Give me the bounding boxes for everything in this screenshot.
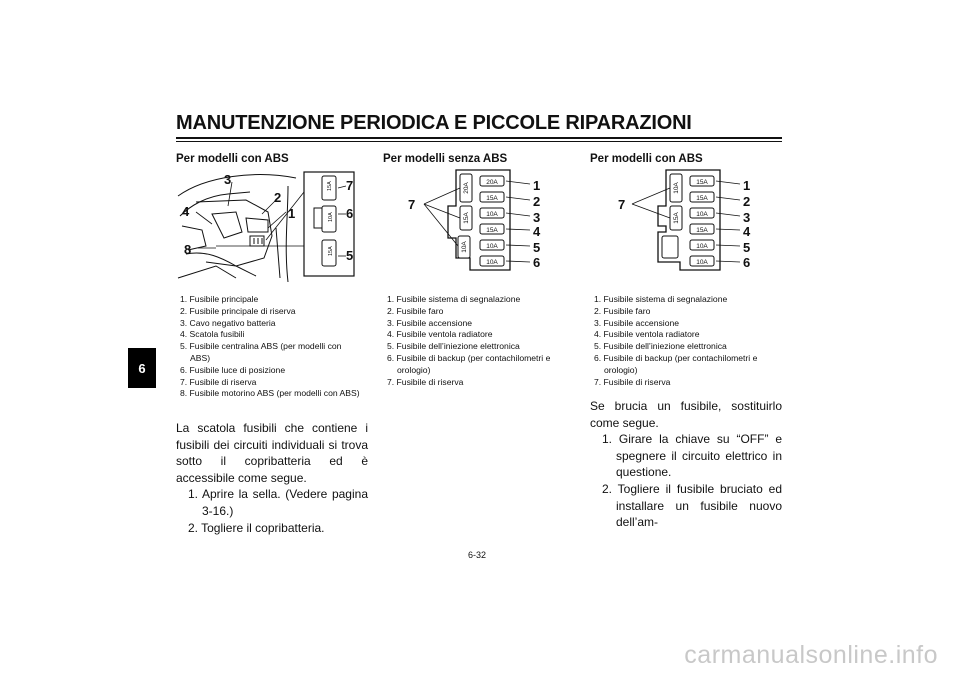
legend-item: 1. Fusibile principale — [180, 294, 259, 304]
legend-item: 3. Fusibile accensione — [594, 317, 680, 328]
step-item: 1. Girare la chiave su “OFF” e spegnere il circuito elettrico in questione. — [602, 432, 782, 480]
battery-area-illustration — [176, 166, 362, 284]
fuse-label: 15A — [673, 212, 680, 224]
page-title: MANUTENZIONE PERIODICA E PICCOLE RIPARAZIONI — [176, 112, 692, 134]
callout-3: 3 — [743, 210, 751, 225]
title-rule-thin — [176, 141, 782, 142]
fuse-label: 15A — [696, 195, 708, 202]
callout-7: 7 — [618, 197, 626, 212]
callout-1: 1 — [288, 206, 296, 221]
fuse-label: 10A — [486, 259, 498, 266]
col3-legend — [594, 294, 778, 388]
legend-item: 2. Fusibile principale di riserva — [180, 305, 296, 316]
callout-1: 1 — [743, 178, 751, 193]
fuse-label: 15A — [486, 195, 498, 202]
fuse-label: 10A — [673, 182, 680, 194]
legend-item: 4. Scatola fusibili — [180, 329, 245, 340]
legend-item: 6. Fusibile di backup (per contachilometri e orologio) — [594, 352, 758, 375]
title-rule — [176, 137, 782, 139]
body-paragraph: La scatola fusibili che contiene i fusibili dei circuiti individuali si trova sotto il copribatteria ed è accessibile come segue. — [176, 421, 368, 485]
fuse-label: 15A — [696, 227, 708, 234]
col3-body — [590, 398, 782, 531]
step-item: 2. Togliere il copribatteria. — [188, 520, 325, 535]
legend-item: 6. Fusibile luce di posizione — [180, 364, 286, 375]
fuse-box-diagram-no-abs — [400, 166, 550, 276]
fuse-label: 10A — [696, 259, 708, 266]
callout-3: 3 — [224, 172, 232, 187]
callout-4: 4 — [182, 204, 190, 219]
callout-5: 5 — [346, 248, 354, 263]
legend-item: 6. Fusibile di backup (per contachilometri e orologio) — [387, 352, 551, 375]
fuse-label: 10A — [486, 243, 498, 250]
callout-7: 7 — [346, 178, 354, 193]
fuse-label: 20A — [463, 182, 470, 194]
fuse-label: 15A — [696, 179, 708, 186]
legend-item: 7. Fusibile di riserva — [387, 376, 464, 387]
chapter-tab: 6 — [128, 348, 156, 388]
legend-item: 8. Fusibile motorino ABS (per modelli con ABS) — [180, 388, 360, 399]
legend-item: 7. Fusibile di riserva — [594, 376, 671, 387]
fuse-label: 15A — [327, 181, 333, 191]
callout-4: 4 — [743, 224, 751, 239]
step-item: 1. Aprire la sella. (Vedere pagina 3-16.) — [188, 487, 368, 518]
callout-2: 2 — [743, 194, 751, 209]
legend-item: 7. Fusibile di riserva — [180, 376, 257, 387]
legend-item: 4. Fusibile ventola radiatore — [387, 329, 493, 340]
legend-item: 3. Cavo negativo batteria — [180, 317, 276, 328]
fuse-label: 20A — [486, 179, 498, 186]
legend-item: 2. Fusibile faro — [594, 305, 651, 316]
fuse-label: 10A — [328, 212, 334, 222]
fuse-label: 10A — [696, 211, 708, 218]
col3-heading: Per modelli con ABS — [590, 153, 703, 165]
callout-8: 8 — [184, 242, 192, 257]
callout-7: 7 — [408, 197, 416, 212]
callout-6: 6 — [533, 255, 541, 270]
callout-3: 3 — [533, 210, 541, 225]
step-item: 2. Togliere il fusibile bruciato ed installare un fusibile nuovo dell’am- — [602, 481, 782, 530]
callout-6: 6 — [346, 206, 354, 221]
col2-legend — [387, 294, 567, 388]
legend-item: 2. Fusibile faro — [387, 305, 444, 316]
callout-5: 5 — [743, 240, 751, 255]
legend-item: 5. Fusibile centralina ABS (per modelli con ABS) — [180, 341, 342, 363]
col1-legend — [180, 294, 362, 400]
fuse-label: 15A — [328, 246, 334, 256]
legend-item: 1. Fusibile sistema di segnalazione — [594, 294, 728, 304]
callout-4: 4 — [533, 224, 541, 239]
legend-item: 3. Fusibile accensione — [387, 317, 473, 328]
legend-item: 5. Fusibile dell’iniezione elettronica — [387, 341, 520, 352]
callout-5: 5 — [533, 240, 541, 255]
col1-body — [176, 420, 368, 536]
callout-2: 2 — [533, 194, 541, 209]
legend-item: 1. Fusibile sistema di segnalazione — [387, 294, 521, 304]
fuse-label: 15A — [486, 227, 498, 234]
body-paragraph: Se brucia un fusibile, sostituirlo come segue. — [590, 399, 782, 430]
col2-heading: Per modelli senza ABS — [383, 153, 508, 165]
legend-item: 5. Fusibile dell’iniezione elettronica — [594, 341, 727, 352]
callout-6: 6 — [743, 255, 751, 270]
fuse-label: 10A — [486, 211, 498, 218]
page-number: 6-32 — [468, 550, 487, 560]
fuse-label: 10A — [696, 243, 708, 250]
col1-heading: Per modelli con ABS — [176, 153, 289, 165]
fuse-box-diagram-abs — [610, 166, 760, 276]
fuse-label: 15A — [463, 212, 470, 224]
watermark: carmanualsonline.info — [684, 641, 938, 669]
legend-item: 4. Fusibile ventola radiatore — [594, 329, 700, 340]
callout-2: 2 — [274, 190, 282, 205]
callout-1: 1 — [533, 178, 541, 193]
fuse-label: 10A — [461, 241, 468, 253]
